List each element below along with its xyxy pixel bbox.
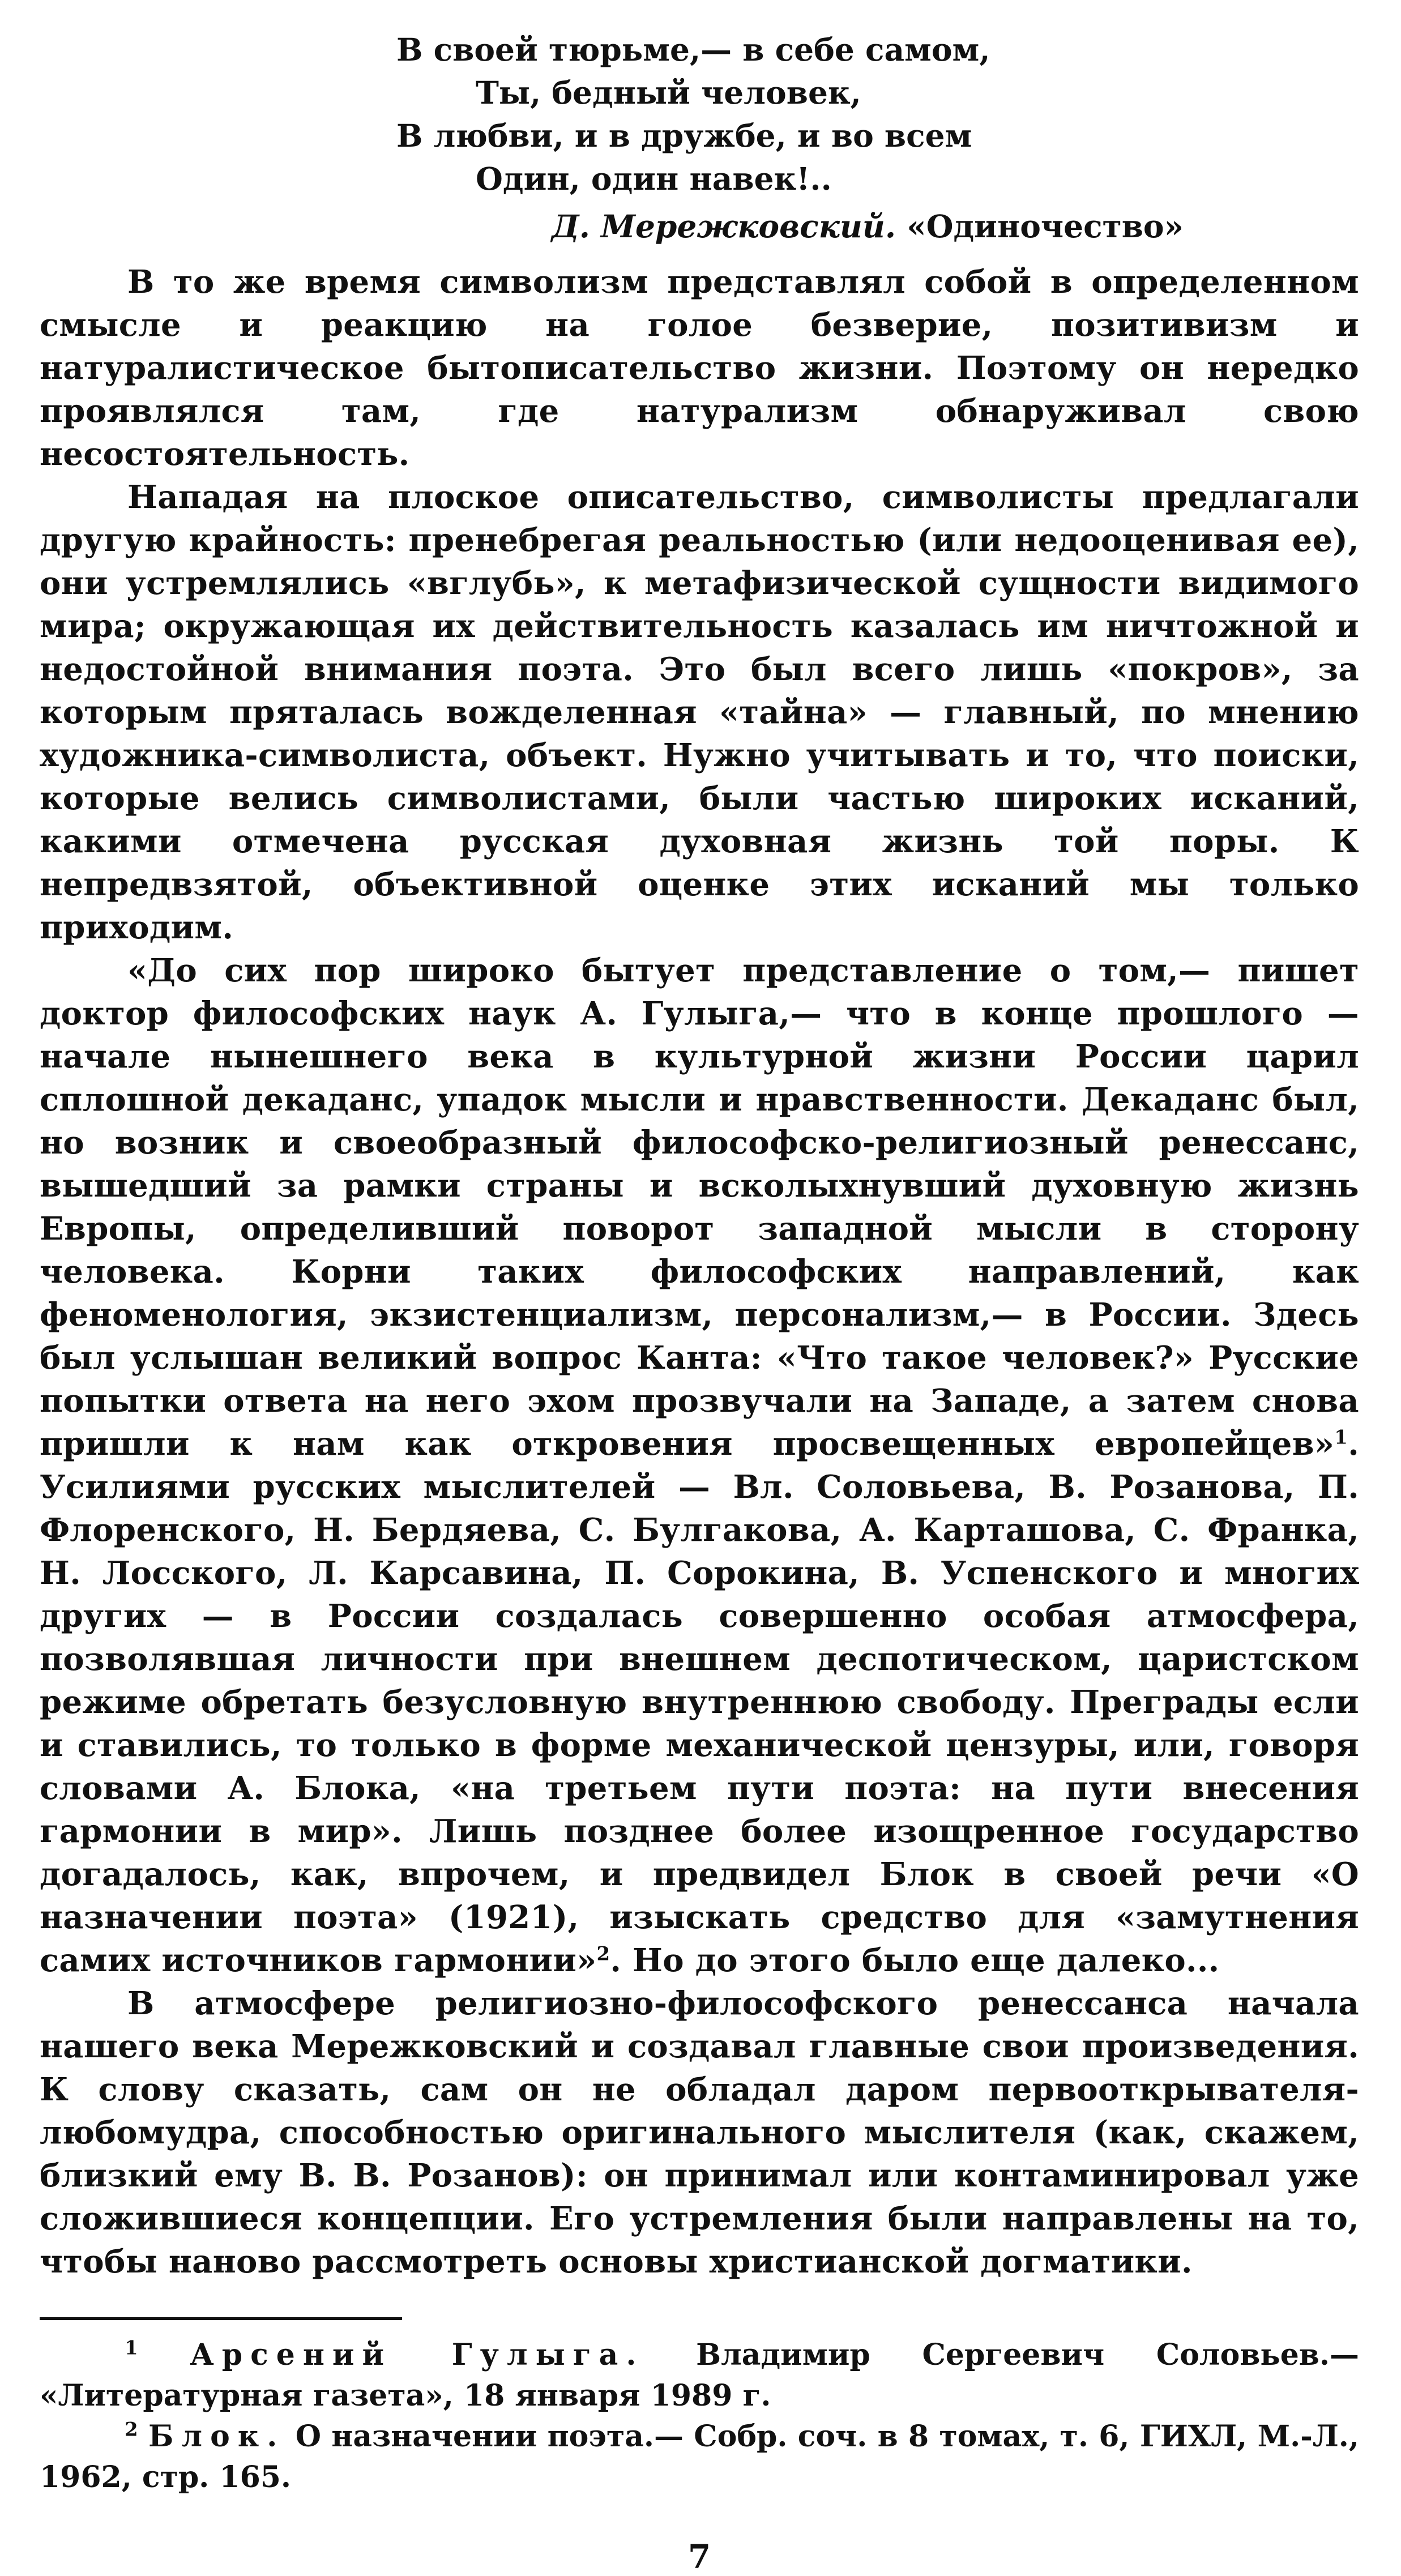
epigraph-author: Д. Мережковский. xyxy=(551,208,896,245)
footnote-author: Арсений Гулыга. xyxy=(190,2338,644,2372)
footnote-ref: 2 xyxy=(596,1942,610,1966)
epigraph-work: «Одиночество» xyxy=(907,208,1184,245)
paragraph-text: . Усилиями русских мыслителей — Вл. Соловьева, В. Розанова, П. Флоренского, Н. Бердяева, С. Булгакова, А. Карташова, С. Франка, Н. Лосского, Л. Карсавина, П. Сорокина, В. Успенского и многих других — в России создалась совершенно особая атмосфера, позволявшая личности при внешнем деспотическом, царистском режиме обретать безусловную внутреннюю свободу. Преграды если и ставились, то только в форме механической цензуры, или, говоря словами А. Блока, «на третьем пути поэта: на пути внесения гармонии в мир». Лишь позднее более изощренное государство догадалось, как, впрочем, и предвидел Блок в своей речи «О назначении поэта» (1921), изыскать средство для «замутнения самих источников гармонии» xyxy=(40,1425,1359,1979)
paragraph xyxy=(40,476,1359,949)
paragraph-text: . Но до этого было еще далеко... xyxy=(610,1942,1220,1979)
paragraph xyxy=(40,949,1359,1982)
paragraph-text: В то же время символизм представлял собой в определенном смысле и реакцию на голое безверие, позитивизм и натуралистическое бытописательство жизни. Поэтому он нередко проявлялся там, где натурализм обнаруживал свою несостоятельность. xyxy=(40,263,1359,473)
body-text xyxy=(40,260,1359,2283)
epigraph xyxy=(396,28,1184,250)
paragraph-text: В атмосфере религиозно-философского ренессанса начала нашего века Мережковский и создавал главные свои произведения. К слову сказать, сам он не обладал даром первооткрывателя-любомудра, способностью оригинального мыслителя (как, скажем, близкий ему В. В. Розанов): он принимал или контаминировал уже сложившиеся концепции. Его устремления были направлены на то, чтобы наново рассмотреть основы христианской догматики. xyxy=(40,1985,1359,2280)
book-page xyxy=(40,28,1360,2576)
footnote-divider xyxy=(40,2317,402,2320)
footnote xyxy=(40,2416,1359,2498)
footnote-mark: 2 xyxy=(125,2418,138,2441)
epigraph-line: В своей тюрьме,— в себе самом, xyxy=(396,31,990,68)
paragraph-text: «До сих пор широко бытует представление о том,— пишет доктор философских наук А. Гулыга,— что в конце прошлого — начале нынешнего века в культурной жизни России царил сплошной декаданс, упадок мысли и нравственности. Декаданс был, но возник и своеобразный философско-религиозный ренессанс, вышедший за рамки страны и всколыхнувший духовную жизнь Европы, определивший поворот западной мысли в сторону человека. Корни таких философских направлений, как феноменология, экзистенциализм, персонализм,— в России. Здесь был услышан великий вопрос Канта: «Что такое человек?» Русские попытки ответа на него эхом прозвучали на Западе, а затем снова пришли к нам как откровения просвещенных европейцев» xyxy=(40,952,1359,1463)
footnotes xyxy=(40,2335,1359,2498)
epigraph-line: Ты, бедный человек, xyxy=(476,74,861,111)
footnote xyxy=(40,2335,1359,2416)
footnote-mark: 1 xyxy=(125,2336,138,2360)
page-number: 7 xyxy=(687,2537,711,2576)
paragraph xyxy=(40,1982,1359,2283)
paragraph-text: Нападая на плоское описательство, символисты предлагали другую крайность: пренебрегая реальностью (или недооценивая ее), они устремлялись «вглубь», к метафизической сущности видимого мира; окружающая их действительность казалась им ничтожной и недостойной внимания поэта. Это был всего лишь «покров», за которым пряталась вожделенная «тайна» — главный, по мнению художника-символиста, объект. Нужно учитывать и то, что поиски, которые велись символистами, были частью широких исканий, какими отмечена русская духовная жизнь той поры. К непредвзятой, объективной оценке этих исканий мы только приходим. xyxy=(40,479,1359,946)
footnote-ref: 1 xyxy=(1334,1426,1348,1449)
footnote-author: Блок. xyxy=(148,2419,285,2454)
paragraph xyxy=(40,260,1359,476)
footnote-text: Владимир Сергеевич Соловьев.— «Литературная газета», 18 января 1989 г. xyxy=(40,2338,1360,2413)
footnote-text: О назначении поэта.— Собр. соч. в 8 томах, т. 6, ГИХЛ, М.-Л., 1962, стр. 165. xyxy=(40,2419,1360,2494)
epigraph-source xyxy=(396,203,1184,250)
epigraph-line: Один, один навек!.. xyxy=(476,160,832,197)
epigraph-line: В любви, и в дружбе, и во всем xyxy=(396,117,972,154)
